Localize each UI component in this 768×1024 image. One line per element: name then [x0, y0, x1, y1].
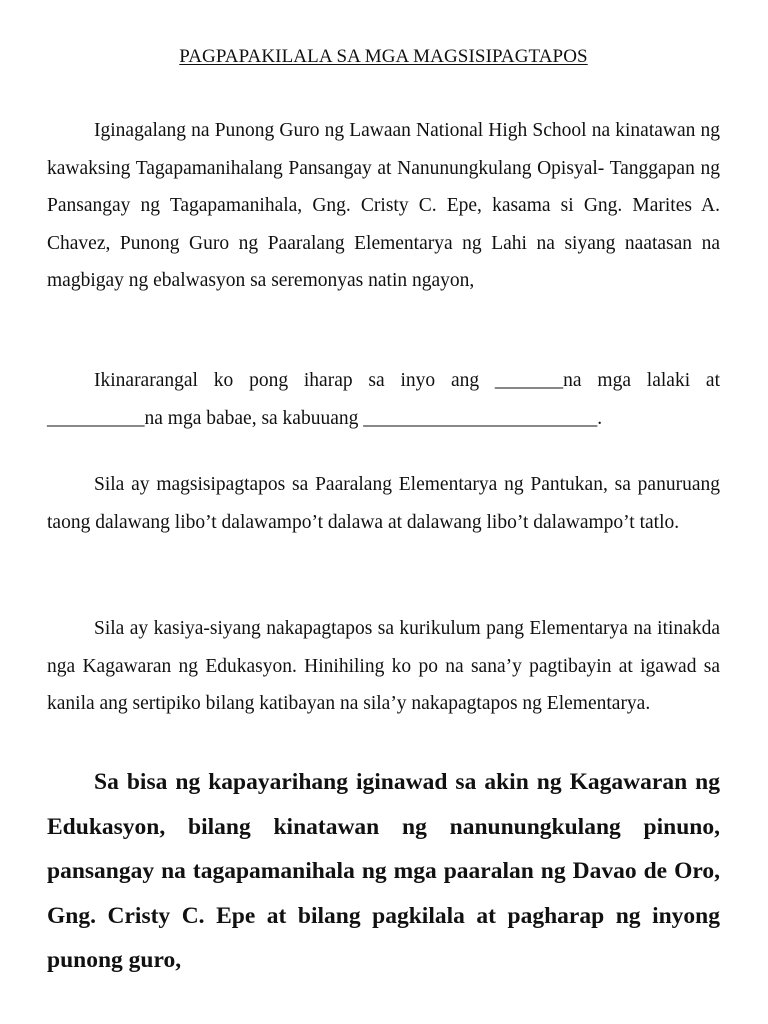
paragraph-curriculum: Sila ay kasiya-siyang nakapagtapos sa kurikulum pang Elementarya na itinakda nga Kagawaran ng Edukasyon. Hinihiling ko po na sana’y pagtibayin at igawad sa kanila ang sertipiko bilang katibayan na sila’y nakapagtapos ng Elementarya. — [47, 618, 720, 714]
paragraph-authority: Sa bisa ng kapayarihang iginawad sa akin ng Kagawaran ng Edukasyon, bilang kinatawan ng nanunungkulang pinuno, pansangay na tagapamanihala ng mga paaralan ng Davao de Oro, Gng. Cristy C. Epe at bilang pagkilala at pagharap ng inyong punong guro, — [47, 769, 720, 973]
paragraph-greeting: Iginagalang na Punong Guro ng Lawaan National High School na kinatawan ng kawaksing Tagapamanihalang Pansangay at Nanunungkulang Opisyal- Tanggapan ng Pansangay ng Tagapamanihala, Gng. Cristy C. Epe, kasama si Gng. Marites A. Chavez, Punong Guro ng Paaralang Elementarya ng Lahi na siyang naatasan na magbigay ng ebalwasyon sa seremonyas natin ngayon, — [47, 120, 720, 291]
paragraph-presentation: Ikinararangal ko pong iharap sa inyo ang _______na mga lalaki at __________na mga babae, sa kabuuang ________________________. — [47, 370, 720, 429]
paragraph-school-year: Sila ay magsisipagtapos sa Paaralang Elementarya ng Pantukan, sa panuruang taong dalawang libo’t dalawampo’t dalawa at dalawang libo’t dalawampo’t tatlo. — [47, 474, 720, 533]
document-title: PAGPAPAKILALA SA MGA MAGSISIPAGTAPOS — [179, 46, 588, 67]
